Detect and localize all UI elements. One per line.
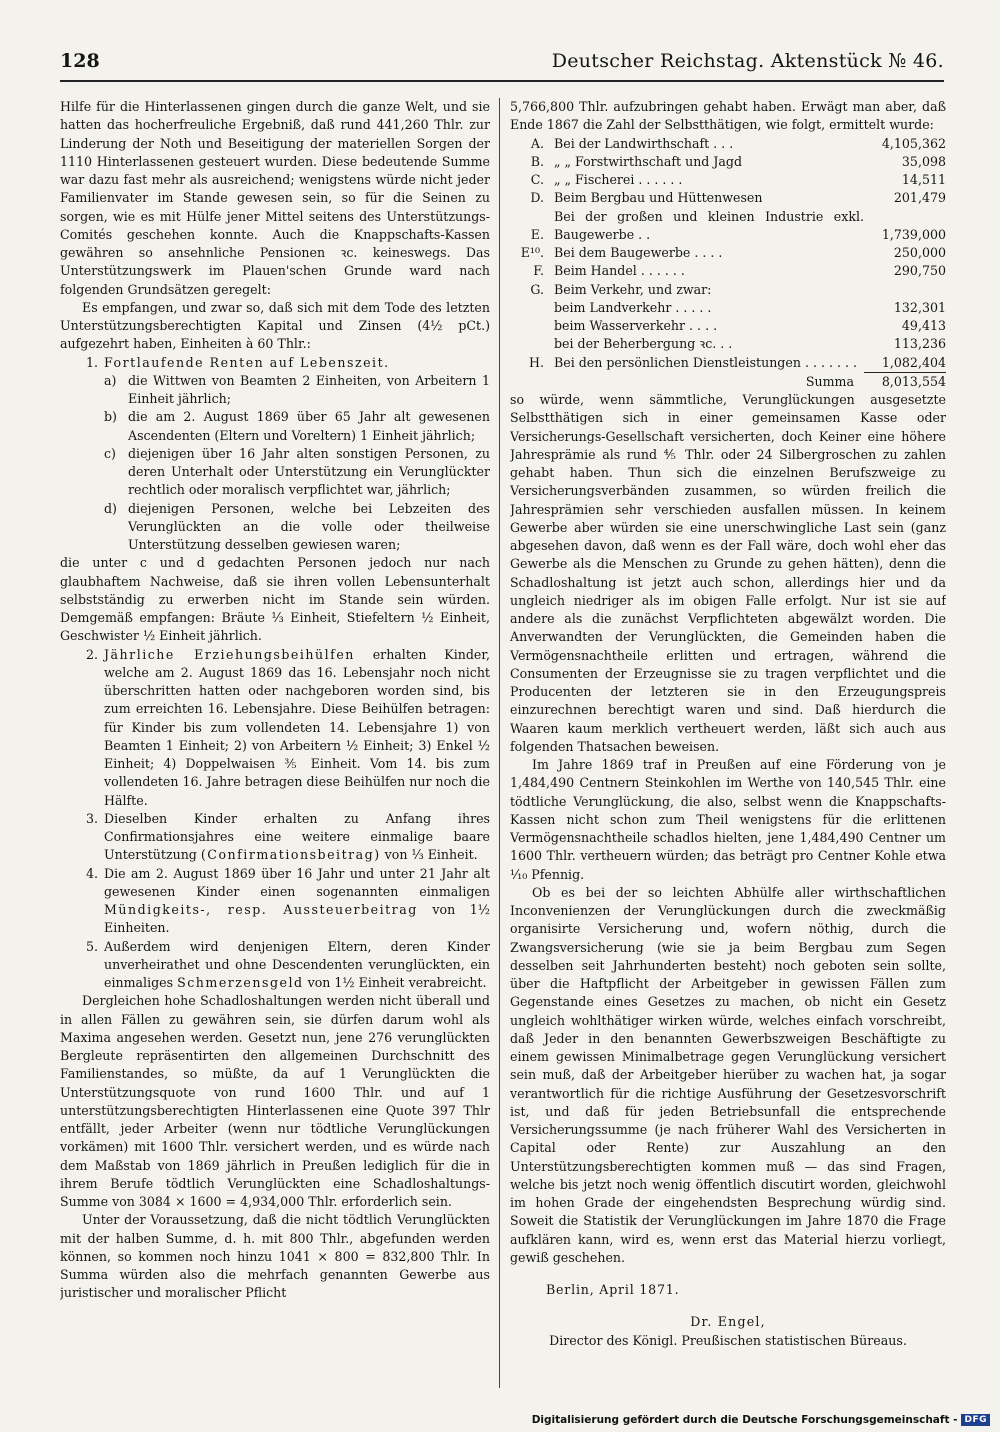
row-label: B. xyxy=(530,153,544,169)
table-row xyxy=(510,135,946,153)
row-label: E¹⁰. xyxy=(520,245,544,260)
row-text: Beim Handel . . . . . . xyxy=(554,263,685,279)
list-number: 1. xyxy=(85,354,98,370)
total-label: Summa xyxy=(805,373,854,389)
paragraph: Hilfe für die Hinterlassenen gingen durch die ganze Welt, und sie hatten das hocherfreuliche Ergebniß, daß rund 441,260 Thlr. zur Linderung der Noth und Beseitigung der materiellen Sorgen der 1110 Hinterlassenen gesteuert wurden. Diese bedeutende Summe war dazu fast mehr als ausreichend; wenigstens würde nicht jeder Familienvater im Stande gewesen sein, so für die Seinen zu sorgen, wie es mit Hülfe jener Mittel seitens des Unterstützungs-Comités geschehen konnte. Auch die Knappschafts-Kassen gewähren so ansehnliche Pensionen ꝛc. keineswegs. Das Unterstützungswerk im Plauen'schen Grunde ward nach folgenden Grundsätzen geregelt: xyxy=(60,99,490,297)
row-text: beim Landverkehr . . . . . xyxy=(554,299,712,315)
list-number: 2. xyxy=(85,646,98,662)
sub-item xyxy=(104,372,490,409)
table-row xyxy=(510,153,946,171)
row-label: G. xyxy=(530,281,544,297)
footer xyxy=(532,1414,990,1426)
row-label xyxy=(510,299,550,317)
sub-text: diejenigen Personen, welche bei Lebzeiten des Verunglückten an die volle oder theilweise Unterstützung desselben gewiesen waren; xyxy=(128,500,490,552)
page-header xyxy=(60,50,944,82)
sub-item xyxy=(104,408,490,445)
table-row xyxy=(510,281,946,299)
table-row xyxy=(510,335,946,353)
list-body xyxy=(104,865,490,938)
row-amount: 250,000 xyxy=(893,245,946,260)
row-amount: 132,301 xyxy=(893,299,946,315)
row-text: Beim Bergbau und Hüttenwesen xyxy=(554,190,763,206)
list-title: Jährliche Erziehungsbeihülfen xyxy=(104,646,355,662)
list-text: Die am 2. August 1869 über 16 Jahr und unter 21 Jahr alt gewesenen Kinder einen sogenannten einmaligen xyxy=(104,865,490,899)
table-row xyxy=(510,244,946,262)
signature-name: Dr. Engel, xyxy=(690,1314,766,1330)
list-body xyxy=(104,810,490,865)
right-column xyxy=(510,98,946,1388)
row-amount: 1,082,404 xyxy=(864,354,946,373)
row-amount xyxy=(864,281,946,299)
row-text: beim Wasserverkehr . . . . xyxy=(554,318,718,333)
list-number: 4. xyxy=(85,865,98,881)
row-label: F. xyxy=(533,263,544,279)
column-divider xyxy=(499,98,500,1388)
table-row xyxy=(510,354,946,373)
paragraph: die unter c und d gedachten Personen jedoch nur nach glaubhaftem Nachweise, daß sie ihren vollen Lebensunterhalt selbstständig zu erwerben nicht im Stande sein würden. Demgemäß empfangen: Bräute ⅓ Einheit, Stiefeltern ½ Einheit, Geschwister ½ Einheit jährlich. xyxy=(60,555,490,644)
row-amount: 4,105,362 xyxy=(881,135,946,151)
left-column xyxy=(60,98,490,1388)
table-row xyxy=(510,262,946,280)
list-term: Mündigkeits-, resp. Aussteuerbeitrag xyxy=(104,902,418,917)
row-amount: 113,236 xyxy=(893,336,946,352)
table-row xyxy=(510,208,946,245)
row-text: Bei der Landwirthschaft . . . xyxy=(554,135,734,151)
sub-item xyxy=(104,500,490,555)
row-label: D. xyxy=(530,190,544,206)
paragraph: Im Jahre 1869 traf in Preußen auf eine Förderung von je 1,484,490 Centnern Steinkohlen im Werthe von 140,545 Thlr. eine tödtliche Verunglückung, die also, selbst wenn die Knappschafts-Kassen nicht schon zum Theil wenigstens für die erlittenen Vermögensnachtheile schadlos hielten, jene 1,484,490 Centner um 1600 Thlr. vertheuern würden; das beträgt pro Centner Kohle etwa ¹⁄₁₀ Pfennig. xyxy=(510,757,946,882)
list-text: von ⅓ Einheit. xyxy=(384,847,478,863)
row-text: Bei den persönlichen Dienstleistungen . . . . . . . xyxy=(554,355,857,370)
list-title: Fortlaufende Renten auf Lebenszeit. xyxy=(104,354,390,370)
sub-letter: b) xyxy=(104,409,117,425)
list-number: 3. xyxy=(85,810,98,826)
list-item xyxy=(60,646,490,810)
footer-text: Digitalisierung gefördert durch die Deutsche Forschungsgemeinschaft - xyxy=(531,1414,958,1426)
sub-text: die Wittwen von Beamten 2 Einheiten, von Arbeitern 1 Einheit jährlich; xyxy=(128,372,490,406)
list-item xyxy=(60,938,490,993)
sub-text: die am 2. August 1869 über 65 Jahr alt gewesenen Ascendenten (Eltern und Voreltern) 1 Einheit jährlich; xyxy=(128,409,490,443)
table-row xyxy=(510,317,946,335)
paragraph: Unter der Voraussetzung, daß die nicht tödtlich Verunglückten mit der halben Summe, d. h. mit 800 Thlr., abgefunden werden können, so kommen noch hinzu 1041 × 800 = 832,800 Thlr. In Summa würden also die mehrfach genannten Gewerbe aus juristischer und moralischer Pflicht xyxy=(60,1212,490,1301)
signature-role: Director des Königl. Preußischen statistischen Büreaus. xyxy=(549,1332,907,1348)
list-text: von 1½ Einheiten. xyxy=(104,902,490,936)
workers-table-body xyxy=(510,135,946,392)
row-text: „ „ Fischerei . . . . . . xyxy=(554,172,683,187)
table-row xyxy=(510,171,946,189)
row-text: Bei dem Baugewerbe . . . . xyxy=(554,245,723,260)
list-item xyxy=(60,354,490,372)
row-label: A. xyxy=(530,135,544,151)
list-term: (Confirmationsbeitrag) xyxy=(200,847,381,863)
table-row xyxy=(510,299,946,317)
row-text: „ „ Forstwirthschaft und Jagd xyxy=(554,153,743,169)
row-label xyxy=(510,317,550,335)
sub-item xyxy=(104,445,490,500)
row-label: E. xyxy=(530,226,544,242)
total-amount: 8,013,554 xyxy=(864,372,946,391)
place-date: Berlin, April 1871. xyxy=(546,1282,680,1297)
paragraph: Ob es bei der so leichten Abhülfe aller wirthschaftlichen Inconvenienzen der Verunglückungen durch die zweckmäßig organisirte Versicherung und, wofern nöthig, durch die Zwangsversicherung (wie sie ja beim Bergbau zum Segen desselben seit Jahrhunderten besteht) noch geboten sein sollte, über die Haftpflicht der Arbeitgeber in gewissen Fällen zum Gegenstande eines Gesetzes zu machen, ob nicht ein Gesetz ungleich wohlthätiger wirken würde, welches einfach vorschreibt, daß Jeder in den benannten Gewerbszweigen Beschäftigte zu einem gewissen Minimalbetrage gegen Verunglückung versichert sein muß, daß der Arbeitgeber hierüber zu wachen hat, ja sogar verantwortlich für die richtige Ausführung der Gesetzesvorschrift ist, und daß für jeden Betriebsunfall die entsprechende Versicherungssumme (je nach früherer Wahl des Versicherten in Capital oder Rente) zur Auszahlung an den Unterstützungsberechtigten kommen muß — das sind Fragen, welche bis jetzt noch wenig öffentlich discutirt worden, gleichwohl im hohen Grade der eingehendsten Besprechung würdig sind. Soweit die Statistik der Verunglückungen im Jahre 1870 die Frage aufklären kann, wird es, wenn erst das Material hierzu vorliegt, gewiß geschehen. xyxy=(510,884,946,1265)
row-amount: 1,739,000 xyxy=(881,226,946,242)
row-text: bei der Beherbergung ꝛc. . . xyxy=(554,336,733,352)
list-text: erhalten Kinder, welche am 2. August 1869 das 16. Lebensjahr noch nicht überschritten hatten oder nachgeboren worden sind, bis zum erreichten 16. Lebensjahre. Diese Beihülfen betragen: für Kinder bis zum vollendeten 14. Lebensjahre 1) von Beamten 1 Einheit; 2) von Arbeitern ½ Einheit; 3) Enkel ½ Einheit; 4) Doppelwaisen ⅗ Einheit. Vom 14. bis zum vollendeten 16. Jahre betragen diese Beihülfen nur noch die Hälfte. xyxy=(104,646,490,808)
page-number: 128 xyxy=(60,50,100,72)
workers-table xyxy=(510,135,946,392)
row-amount: 35,098 xyxy=(901,153,946,169)
row-label xyxy=(510,335,550,353)
list-text: Außerdem wird denjenigen Eltern, deren Kinder unverheirathet und ohne Descendenten verunglückten, ein einmaliges xyxy=(104,938,490,990)
row-label: C. xyxy=(530,172,544,187)
running-title: Deutscher Reichstag. Aktenstück № 46. xyxy=(551,50,944,72)
paragraph: Dergleichen hohe Schadloshaltungen werden nicht überall und in allen Fällen zu gewähren sein, sie dürfen darum wohl als Maxima angesehen werden. Gesetzt nun, jene 276 verunglückten Bergleute repräsentirten den allgemeinen Durchschnitt des Familienstandes, so müßte, da auf 1 Verunglückten die Unterstützungsquote von rund 1600 Thlr. und auf 1 unterstützungsberechtigten Hinterlassenen eine Quote 397 Thlr entfällt, jeder Arbeiter (wenn nur tödtliche Verunglückungen vorkämen) mit 1600 Thlr. versichert werden, und es würde nach dem Maßstab von 1869 jährlich in Preußen lediglich für die in ihrem Berufe tödtlich Verunglückten eine Schadloshaltungs-Summe von 3084 × 1600 = 4,934,000 Thlr. erforderlich sein. xyxy=(60,993,490,1209)
row-text: Bei der großen und kleinen Industrie exkl. Baugewerbe . . xyxy=(554,208,864,242)
list-body xyxy=(104,938,490,993)
row-amount: 290,750 xyxy=(893,263,946,279)
list-text: von 1½ Einheit verabreicht. xyxy=(307,975,487,990)
sub-text: diejenigen über 16 Jahr alten sonstigen Personen, zu deren Unterhalt oder Unterstützung ein Verunglückter rechtlich oder moralisch verpflichtet war, jährlich; xyxy=(128,445,490,498)
dfg-logo: DFG xyxy=(961,1414,990,1426)
sub-letter: c) xyxy=(104,445,116,461)
paragraph: 5,766,800 Thlr. aufzubringen gehabt haben. Erwägt man aber, daß Ende 1867 die Zahl der Selbstthätigen, wie folgt, ermittelt wurde: xyxy=(510,99,946,133)
paragraph: so würde, wenn sämmtliche, Verunglückungen ausgesetzte Selbstthätigen sich in einer gemeinsamen Kasse oder Versicherungs-Gesellschaft versicherten, doch Keiner eine höhere Jahresprämie als rund ⅘ Thlr. oder 24 Silbergroschen zu zahlen gehabt haben. Thun sich die einzelnen Berufszweige zu Versicherungsverbänden zusammen, so würden freilich die Jahresprämien sehr verschieden ausfallen müssen. In keinem Gewerbe aber würden sie eine unerschwingliche Last sein (ganz abgesehen davon, daß wenn es der Fall wäre, doch wohl eher das Gewerbe als die Menschen zu Grunde zu gehen hätten), denn die Schadloshaltung ist jetzt auch schon, allerdings hier und da ungleich niedriger als im obigen Falle erfolgt. Nur ist sie auf andere als die zunächst Verpflichteten abgewälzt worden. Die Anverwandten der Verunglückten, die Gemeinden haben die Vermögensnachtheile erlitten und ertragen, während die Consumenten der Erzeugnisse sie zu tragen verpflichtet und die Producenten der letzteren sie in den Erzeugungspreis einzurechnen berechtigt waren und sind. Daß hierdurch die Waaren kaum merklich vertheuert werden, läßt sich auch aus folgenden Thatsachen beweisen. xyxy=(510,392,946,754)
total-row xyxy=(510,372,946,391)
table-row xyxy=(510,189,946,207)
list-item xyxy=(60,865,490,938)
row-amount: 14,511 xyxy=(901,172,946,187)
list-number: 5. xyxy=(85,938,98,954)
list-item xyxy=(60,810,490,865)
list-text: Dieselben Kinder erhalten zu Anfang ihres Confirmationsjahres eine weitere einmalige baare Unterstützung xyxy=(104,810,490,863)
list-body xyxy=(104,646,490,810)
row-amount: 49,413 xyxy=(901,318,946,333)
paragraph: Es empfangen, und zwar so, daß sich mit dem Tode des letzten Unterstützungsberechtigten Kapital und Zinsen (4½ pCt.) aufgezehrt haben, Einheiten à 60 Thlr.: xyxy=(60,299,490,352)
row-amount: 201,479 xyxy=(893,190,946,206)
list-term: Schmerzensgeld xyxy=(177,975,304,990)
row-label: H. xyxy=(529,355,544,370)
row-text: Beim Verkehr, und zwar: xyxy=(554,281,712,297)
sub-letter: a) xyxy=(104,372,117,388)
sub-letter: d) xyxy=(104,500,117,516)
